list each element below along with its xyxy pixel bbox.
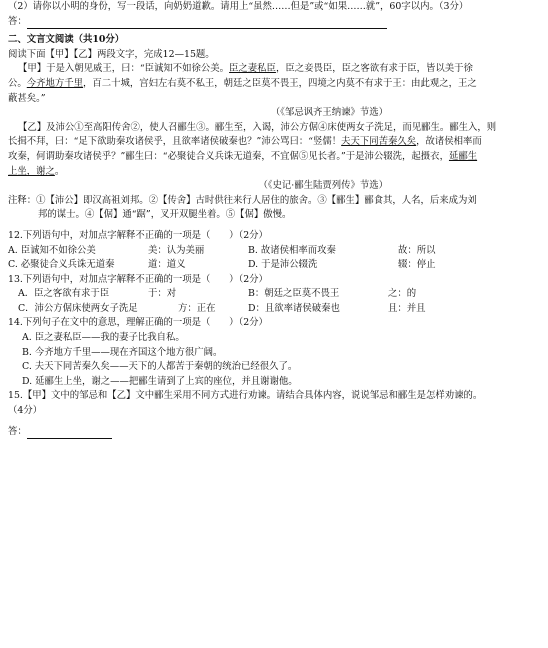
q12-options-row-2 (8, 258, 538, 273)
q14-option-d[interactable]: D. 延郦生上坐，谢之——把郦生请到了上宾的座位，并且谢谢他。 (22, 375, 298, 387)
passage-jia-line-2: 公。今齐地方千里，百二十城，宫妇左右莫不私王，朝廷之臣莫不畏王，四境之内莫不有求于王：由此观之，王之 (8, 77, 477, 89)
q13-option-c-gloss: 方：正在 (178, 302, 216, 314)
q12-option-a-gloss: 美：认为美丽 (148, 244, 205, 256)
passage-yi-line-2: 长揖不拜，曰：“足下欲助秦攻诸侯乎，且欲率诸侯破秦也？”沛公骂曰：“竖儒！夫天下同苦秦久矣，故诸侯相率而 (8, 136, 482, 148)
passage-jia-line-3: 蔽甚矣。” (8, 92, 46, 104)
q13-option-a-gloss: 于：对 (148, 288, 177, 300)
q12-option-c[interactable]: C. 必聚徒合义兵诛无道秦 (8, 259, 115, 271)
q13-options-row-2 (8, 302, 538, 317)
q13-stem: 13.下列语句中，对加点字解释不正确的一项是（ ）（2分） (8, 273, 268, 285)
q12-option-d[interactable]: D. 于是沛公辍洗 (248, 259, 318, 271)
notes-line-2: 邦的谋士。④【倨】通“踞”，叉开双腿坐着。⑤【倨】傲慢。 (38, 209, 292, 221)
passage-jia-line-1: 【甲】于是入朝见威王，曰：“臣诚知不如徐公美。臣之妻私臣，臣之妾畏臣，臣之客欲有求于臣，皆以美于徐 (18, 63, 473, 75)
section-instruction: 阅读下面【甲】【乙】两段文字，完成12—15题。 (8, 48, 215, 60)
q14-option-a[interactable]: A. 臣之妻私臣——我的妻子比我自私。 (22, 332, 185, 344)
q12-option-a[interactable]: A. 臣诚知不如徐公美 (8, 244, 96, 256)
passage-jia-source: （《邹忌讽齐王纳谏》节选） (270, 107, 388, 119)
q13-option-c[interactable]: C．沛公方倨床使两女子洗足 (18, 302, 138, 314)
q15-answer-blank[interactable] (27, 427, 112, 439)
q13-option-d-gloss: 且：并且 (388, 302, 426, 314)
passage-yi-line-1: 【乙】及沛公①至高阳传舍②，使人召郦生③。郦生至，入谒，沛公方倨④床使两女子洗足，而见郦生。郦生入，则 (18, 121, 497, 133)
q12-option-b[interactable]: B. 故诸侯相率而攻秦 (248, 244, 336, 256)
q14-option-c[interactable]: C. 夫天下同苦秦久矣——天下的人都苦于秦朝的统治已经很久了。 (22, 361, 298, 373)
q14-option-b[interactable]: B. 今齐地方千里——现在齐国这个地方很广阔。 (22, 346, 223, 358)
answer-blank[interactable] (27, 17, 387, 29)
q13-option-b-gloss: 之：的 (388, 288, 417, 300)
section-title: 二、文言文阅读（共10分） (8, 34, 125, 46)
notes-line-1: 注释：①【沛公】即汉高祖刘邦。②【传舍】古时供往来行人居住的旅舍。③【郦生】郦食其，人名，后来成为刘 (8, 194, 477, 206)
q15-stem-line-1: 15.【甲】文中的邹忌和【乙】文中郦生采用不同方式进行劝谏。请结合具体内容，说说邹忌和郦生是怎样劝谏的。 (8, 390, 483, 402)
q12-option-d-gloss: 辍：停止 (398, 259, 436, 271)
passage-yi-line-3: 攻秦，何谓助秦攻诸侯乎？”郦生曰：“必聚徒合义兵诛无道秦，不宜倨⑤见长者。”于是沛公辍洗，起摄衣，延郦生 (8, 150, 478, 162)
q12-option-c-gloss: 道：道义 (148, 259, 186, 271)
q13-option-b[interactable]: B：朝廷之臣莫不畏王 (248, 288, 340, 300)
q12-stem: 12.下列语句中，对加点字解释不正确的一项是（ ）（2分） (8, 229, 268, 241)
q14-stem: 14.下列句子在文中的意思，理解正确的一项是（ ）（2分） (8, 317, 268, 329)
q12-options-row-1 (8, 244, 538, 259)
passage-yi-line-4: 上坐，谢之。 (8, 165, 65, 177)
q13-option-d[interactable]: D：且欲率诸侯破秦也 (248, 302, 340, 314)
q15-stem-line-2: （4分） (8, 405, 43, 417)
q15-answer-line: 答： (8, 425, 538, 440)
q13-option-a[interactable]: A．臣之客欲有求于臣 (18, 288, 110, 300)
passage-yi-source: （《史记·郦生陆贾列传》节选） (258, 180, 388, 192)
q13-options-row-1 (8, 287, 538, 302)
prev-answer-line: 答： (8, 15, 538, 30)
prev-question-text: （2）请你以小明的身份，写一段话，向奶奶道歉。请用上“虽然……但是”或“如果……就”，60字以内。（3分） (8, 1, 469, 12)
q12-option-b-gloss: 故：所以 (398, 244, 436, 256)
